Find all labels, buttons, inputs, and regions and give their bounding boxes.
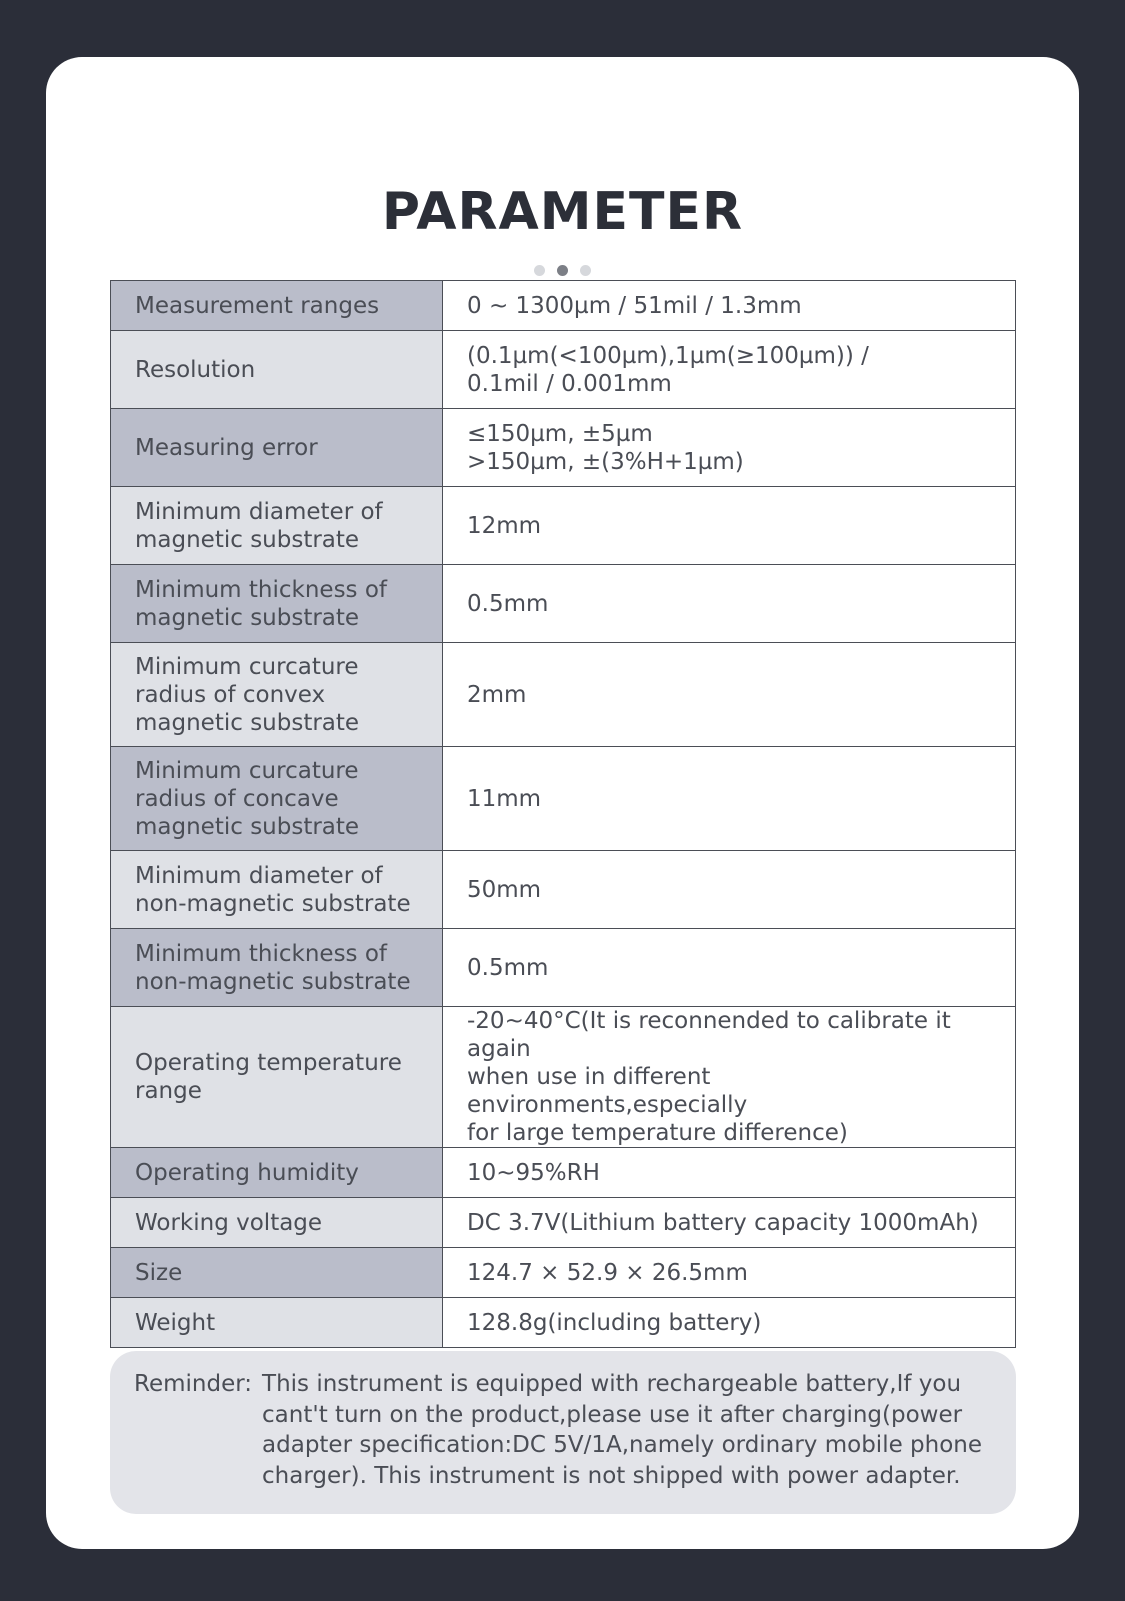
row-label: Minimum thickness of magnetic substrate xyxy=(111,565,443,643)
reminder-label: Reminder: xyxy=(134,1371,253,1397)
table-row xyxy=(111,929,1016,1007)
parameter-table xyxy=(110,280,1016,1348)
table-row xyxy=(111,565,1016,643)
pager-dot-active[interactable] xyxy=(557,265,568,276)
row-value: DC 3.7V(Lithium battery capacity 1000mAh) xyxy=(443,1198,1016,1248)
row-value: 0 ~ 1300µm / 51mil / 1.3mm xyxy=(443,281,1016,331)
row-value: 11mm xyxy=(443,747,1016,851)
row-label: Measuring error xyxy=(111,409,443,487)
row-label: Operating humidity xyxy=(111,1148,443,1198)
row-value: 124.7 × 52.9 × 26.5mm xyxy=(443,1248,1016,1298)
table-row xyxy=(111,487,1016,565)
table-row xyxy=(111,1007,1016,1148)
row-label: Operating temperature range xyxy=(111,1007,443,1148)
pager-dot[interactable] xyxy=(534,265,545,276)
page-title: PARAMETER xyxy=(381,182,744,242)
table-row xyxy=(111,1148,1016,1198)
row-label: Working voltage xyxy=(111,1198,443,1248)
row-label: Minimum diameter of non-magnetic substrate xyxy=(111,851,443,929)
row-label: Minimum curcature radius of concave magnetic substrate xyxy=(111,747,443,851)
reminder-text: This instrument is equipped with rechargeable battery,If you cant't turn on the product,please use it after charging(power adapter specification:DC 5V/1A,namely ordinary mobile phone charger). This instrument is not shipped with power adapter. xyxy=(262,1371,983,1489)
table-row xyxy=(111,409,1016,487)
row-value: (0.1µm(<100µm),1µm(≥100µm)) / 0.1mil / 0.001mm xyxy=(443,331,1016,409)
row-label: Resolution xyxy=(111,331,443,409)
row-label: Measurement ranges xyxy=(111,281,443,331)
row-value: 128.8g(including battery) xyxy=(443,1298,1016,1348)
table-row xyxy=(111,747,1016,851)
table-row xyxy=(111,851,1016,929)
row-value: 50mm xyxy=(443,851,1016,929)
table-row xyxy=(111,281,1016,331)
table-row xyxy=(111,1298,1016,1348)
reminder-box xyxy=(110,1351,1016,1514)
table-row xyxy=(111,331,1016,409)
table-row xyxy=(111,1248,1016,1298)
table-row xyxy=(111,1198,1016,1248)
row-value: 2mm xyxy=(443,643,1016,747)
row-label: Minimum thickness of non-magnetic substrate xyxy=(111,929,443,1007)
row-label: Minimum diameter of magnetic substrate xyxy=(111,487,443,565)
row-label: Size xyxy=(111,1248,443,1298)
row-value: 12mm xyxy=(443,487,1016,565)
row-value: 0.5mm xyxy=(443,929,1016,1007)
row-value: 0.5mm xyxy=(443,565,1016,643)
row-value: 10~95%RH xyxy=(443,1148,1016,1198)
pager-dots xyxy=(46,265,1079,276)
table-row xyxy=(111,643,1016,747)
pager-dot[interactable] xyxy=(580,265,591,276)
row-label: Weight xyxy=(111,1298,443,1348)
row-value: -20~40°C(It is reconnended to calibrate it again when use in different environments,especially for large temperature difference) xyxy=(443,1007,1016,1148)
row-value: ≤150µm, ±5µm >150µm, ±(3%H+1µm) xyxy=(443,409,1016,487)
row-label: Minimum curcature radius of convex magnetic substrate xyxy=(111,643,443,747)
